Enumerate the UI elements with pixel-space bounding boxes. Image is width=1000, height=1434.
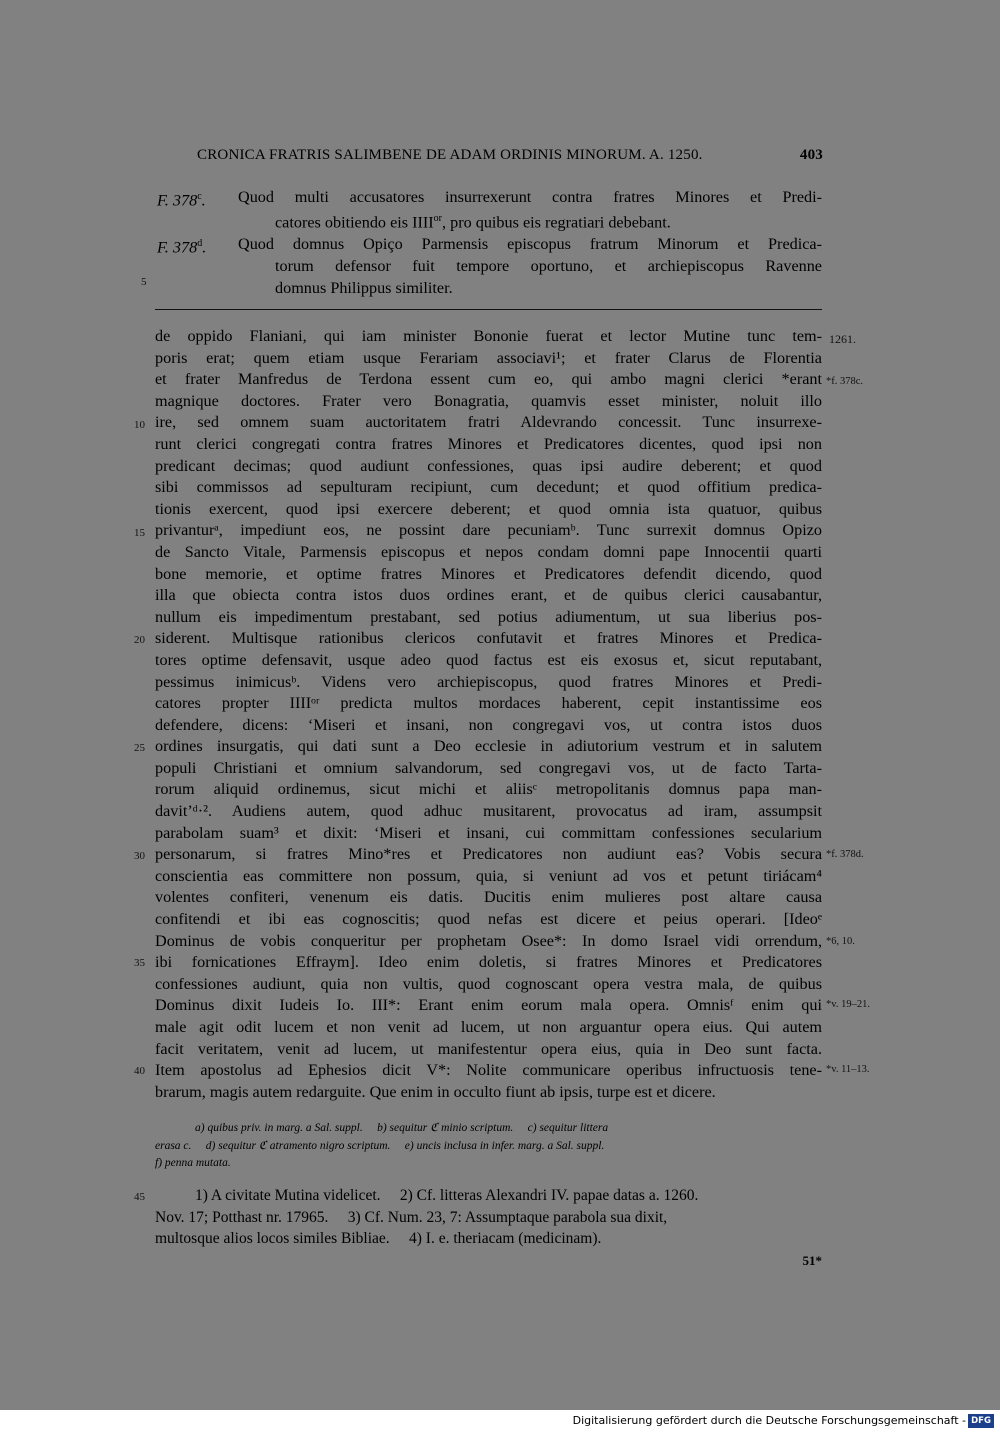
- text-line: male agit odit lucem et non venit ad lucem, ut non arguantur opera eius. Qui autem: [155, 1018, 822, 1036]
- text-line: Item apostolus ad Ephesios dicit V*: Nolite communicare operibus infructuosis tene-: [155, 1061, 822, 1080]
- funding-notice: Digitalisierung gefördert durch die Deutsche Forschungsgemeinschaft -: [572, 1414, 966, 1427]
- text-line: poris erat; quem etiam usque Ferariam associavi¹; et frater Clarus de Florentia: [155, 348, 822, 367]
- text-line: nullum eis impedimentum prestabant, sed potius adiumentum, ut sua liberius pos-: [155, 607, 822, 626]
- text-line: defendere, dicens: ‘Miseri et insani, non congregavi vos, ut contra istos duos: [155, 715, 822, 734]
- text-line: bone memorie, et optime fratres Minores et Predicatores defendit dicendo, quod: [155, 564, 822, 583]
- text-line: conscientia eas committere non possum, quia, si veniunt ad vos et petunt tiriácam⁴: [155, 866, 822, 885]
- line-number: 10: [134, 419, 145, 431]
- text-line: privanturᵃ, impediunt eos, ne possint dare pecuniamᵇ. Tunc surrexit domnus Opizo: [155, 521, 822, 540]
- summary-text: Quod domnus Opiço Parmensis episcopus fratrum Minorum et Predica- torum defensor fuit tempore oportuno, et archiepiscopus Ravenne domnus Philippus similiter.: [238, 235, 822, 298]
- line-number: 5: [141, 276, 147, 288]
- text-line: predicant decimas; quod audiunt confessiones, quas ipsi audire deberent; et quod: [155, 456, 822, 475]
- text-line: davit’ᵈ·². Audiens autem, quod adhuc musitarent, provocatus ad iram, assumpsit: [155, 802, 822, 821]
- text-line: rorum aliquid ordinemus, sicut michi et aliisᶜ metropolitanis domnus papa man-: [155, 780, 822, 799]
- text-line: confessiones audiunt, quia non vultis, quod cognoscant opera vestra mala, de quibus: [155, 974, 822, 993]
- digitization-footer: [0, 1410, 1000, 1434]
- text-line: de Sancto Vitale, Parmensis episcopus et nepos condam domni pape Innocentii quarti: [155, 542, 822, 561]
- text-line: et frater Manfredus de Terdona essent cum eo, qui ambo magni clerici *erant: [155, 370, 822, 389]
- margin-folio: *f. 378d.: [826, 849, 864, 860]
- main-text: [155, 326, 822, 1103]
- chapter-summaries: [155, 186, 822, 299]
- text-line: facit veritatem, venit ad lucem, ut manifestentur opera eius, quia in Deo sunt facta.: [155, 1039, 822, 1058]
- text-line: populi Christiani et omnium salvandorum, sed congregavi vos, ut de facto Tarta-: [155, 758, 822, 777]
- line-number: 25: [134, 742, 145, 754]
- text-line: de oppido Flaniani, qui iam minister Bononie fuerat et lector Mutine tunc tem-: [155, 327, 822, 345]
- apparatus-line: erasa c. d) sequitur ℭ atramento nigro scriptum. e) uncis inclusa in infer. marg. a Sal. suppl.: [155, 1139, 605, 1152]
- text-line: ire, sed omnem suam auctoritatem fratri Aldevrando concessit. Tunc insurrexe-: [155, 413, 822, 432]
- summary-entry: [155, 186, 822, 233]
- running-title: CRONICA FRATRIS SALIMBENE DE ADAM ORDINIS MINORUM. A. 1250.: [197, 147, 703, 163]
- footnote-line: Nov. 17; Potthast nr. 17965. 3) Cf. Num. 23, 7: Assumptaque parabola sua dixit,: [155, 1208, 668, 1226]
- text-line: magnique doctores. Frater vero Bonagratia, quamvis esset minister, noluit illo: [155, 391, 822, 410]
- apparatus-line: f) penna mutata.: [155, 1157, 231, 1169]
- footnote-line: 1) A civitate Mutina videlicet. 2) Cf. litteras Alexandri IV. papae datas a. 1260.: [195, 1187, 699, 1204]
- line-number: 20: [134, 634, 145, 646]
- text-line: catores propter IIIIᵒʳ predicta multos mordaces haberent, cepit instantissime eos: [155, 694, 822, 713]
- sheet-signature: 51*: [802, 1253, 822, 1268]
- folio-reference: F. 378$^d$.: [157, 238, 207, 257]
- line-number: 30: [134, 850, 145, 862]
- summary-entry: [155, 233, 822, 299]
- text-line: volentes confiteri, venenum eis datis. Ducitis enim mulieres post altare causa: [155, 888, 822, 907]
- text-line: confitendi et ibi eas cognoscitis; quod nefas est dicere et peius operari. [Ideoᵉ: [155, 910, 822, 929]
- dfg-logo: DFG: [968, 1414, 994, 1428]
- text-line: ordines insurgatis, qui dati sunt a Deo ecclesie in adiutorium vestrum et in salutem: [155, 737, 822, 756]
- text-line: siderent. Multisque rationibus clericos confutavit et fratres Minores et Predica-: [155, 629, 822, 648]
- margin-citation: *6, 10.: [826, 936, 855, 947]
- folio-reference: F. 378$^c$.: [157, 191, 206, 210]
- text-line: tores optime defensavit, usque adeo quod factus est eis exosus et, sicut reputabant,: [155, 650, 822, 669]
- separator-rule: [155, 309, 822, 310]
- text-line: personarum, si fratres Mino*res et Predicatores non audiunt eas? Vobis secura: [155, 845, 822, 864]
- text-line: illa que obiecta contra istos duos ordines erant, et de quibus clerici causabantur,: [155, 586, 822, 605]
- text-line: brarum, magis autem redarguite. Que enim in occulto fiunt ab ipsis, turpe est et dicere.: [155, 1082, 716, 1101]
- text-line: Dominus de vobis conqueritur per prophetam Osee*: In domo Israel vidi orrendum,: [155, 931, 822, 950]
- text-line: sibi commissos ad sepulturam recipiunt, cum decedunt; et quod offitium predica-: [155, 478, 822, 497]
- text-line: tionis exercent, quod ipsi exercere deberent; et quod omnia ista quatuor, quibus: [155, 499, 822, 518]
- text-line: ibi fornicationes Effraym]. Ideo enim doletis, si fratres Minores et Predicatores: [155, 953, 822, 972]
- margin-citation: *v. 19–21.: [826, 999, 870, 1010]
- apparatus-line: a) quibus priv. in marg. a Sal. suppl. b) sequitur ℭ minio scriptum. c) sequitur littera: [195, 1122, 609, 1134]
- line-number: 45: [134, 1191, 145, 1203]
- critical-apparatus: [155, 1120, 822, 1173]
- footnotes: [155, 1185, 822, 1250]
- page-number: 403: [799, 147, 823, 163]
- text-line: parabolam suam³ et dixit: ‘Miseri et insani, cui committam confessiones secularium: [155, 823, 822, 842]
- margin-citation: *v. 11–13.: [826, 1064, 870, 1075]
- margin-folio: *f. 378c.: [826, 376, 864, 387]
- margin-year: 1261.: [829, 332, 856, 346]
- summary-text: Quod multi accusatores insurrexerunt contra fratres Minores et Predi- catores obitiendo eis $IIII^{or}$, pro quibus eis regratiari debebant.: [238, 188, 822, 232]
- line-number: 40: [134, 1065, 145, 1077]
- text-line: runt clerici congregati contra fratres Minores et Predicatores dicentes, quod ipsi non: [155, 434, 822, 453]
- text-line: pessimus inimicusᵇ. Videns vero archiepiscopus, quod fratres Minores et Predi-: [155, 672, 822, 691]
- line-number: 35: [134, 957, 145, 969]
- footnote-line: multosque alios locos similes Bibliae. 4) I. e. theriacam (medicinam).: [155, 1230, 602, 1247]
- text-line: Dominus dixit Iudeis Io. III*: Erant enim eorum mala opera. Omnisᶠ enim qui: [155, 996, 822, 1015]
- line-number: 15: [134, 527, 145, 539]
